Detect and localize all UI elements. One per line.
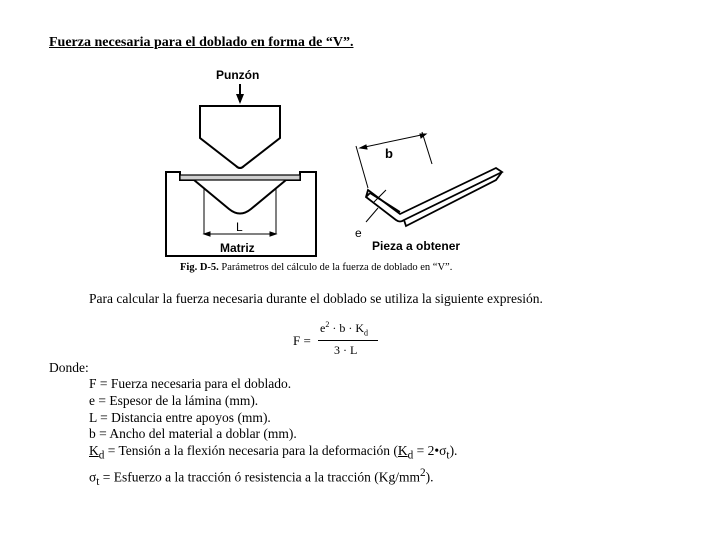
definition-F: F = Fuerza necesaria para el doblado. (89, 376, 292, 391)
definition-kd (89, 443, 457, 464)
kd-end: ). (449, 443, 458, 459)
formula-numerator (320, 320, 368, 337)
section-title: Fuerza necesaria para el doblado en forma de “V”. (49, 35, 354, 50)
donde-label: Donde: (49, 360, 89, 375)
dimension-b-label: b (385, 146, 393, 161)
definition-b: b = Ancho del material a doblar (mm). (89, 426, 297, 442)
bending-diagram (160, 62, 510, 262)
figure-caption-number: Fig. D-5. (180, 262, 219, 273)
sigma-text: = Esfuerzo a la tracción ó resistencia a la tracción (Kg/mm (99, 469, 421, 485)
formula-num-sub: d (364, 328, 368, 338)
force-formula (290, 318, 390, 364)
definition-sigma (89, 465, 457, 491)
definition-e: e = Espesor de la lámina (mm). (89, 392, 259, 408)
formula-num-rest: · b · K (329, 321, 364, 335)
part-label: Pieza a obtener (372, 239, 461, 253)
dimension-b (356, 132, 432, 188)
kd-tail: = 2•σ (413, 443, 447, 459)
die-label: Matriz (220, 241, 255, 255)
kd-tail-sub: t (446, 449, 450, 462)
dimension-e-label: e (355, 226, 362, 240)
figure-caption-text: Parámetros del cálculo de la fuerza de doblado en “V”. (218, 262, 453, 273)
definitions-list (89, 376, 457, 491)
definition-L: L = Distancia entre apoyos (mm). (89, 409, 271, 425)
fraction-bar (318, 340, 378, 341)
sigma-end: ). (425, 469, 434, 485)
figure-caption (180, 262, 452, 273)
sigma-sub: t (96, 475, 100, 488)
formula-num-exp: 2 (325, 320, 330, 329)
sigma-exp: 2 (420, 466, 426, 479)
dimension-L-label: L (236, 220, 243, 234)
kd-symbol-2: $K_d$ (397, 443, 414, 462)
punch (200, 84, 280, 168)
sheet (180, 175, 300, 180)
sigma-symbol: σ (89, 469, 97, 485)
finished-part (366, 168, 502, 226)
formula-lhs: F = (293, 333, 311, 348)
formula-num-e: e (320, 321, 326, 335)
kd-symbol: $K_d$ (89, 443, 105, 462)
kd-text: = Tensión a la flexión necesaria para la deformación ( (104, 443, 398, 459)
punch-label: Punzón (216, 68, 260, 82)
formula-denominator: 3 · L (334, 343, 358, 357)
intro-paragraph: Para calcular la fuerza necesaria durante el doblado se utiliza la siguiente expresión. (89, 291, 543, 306)
